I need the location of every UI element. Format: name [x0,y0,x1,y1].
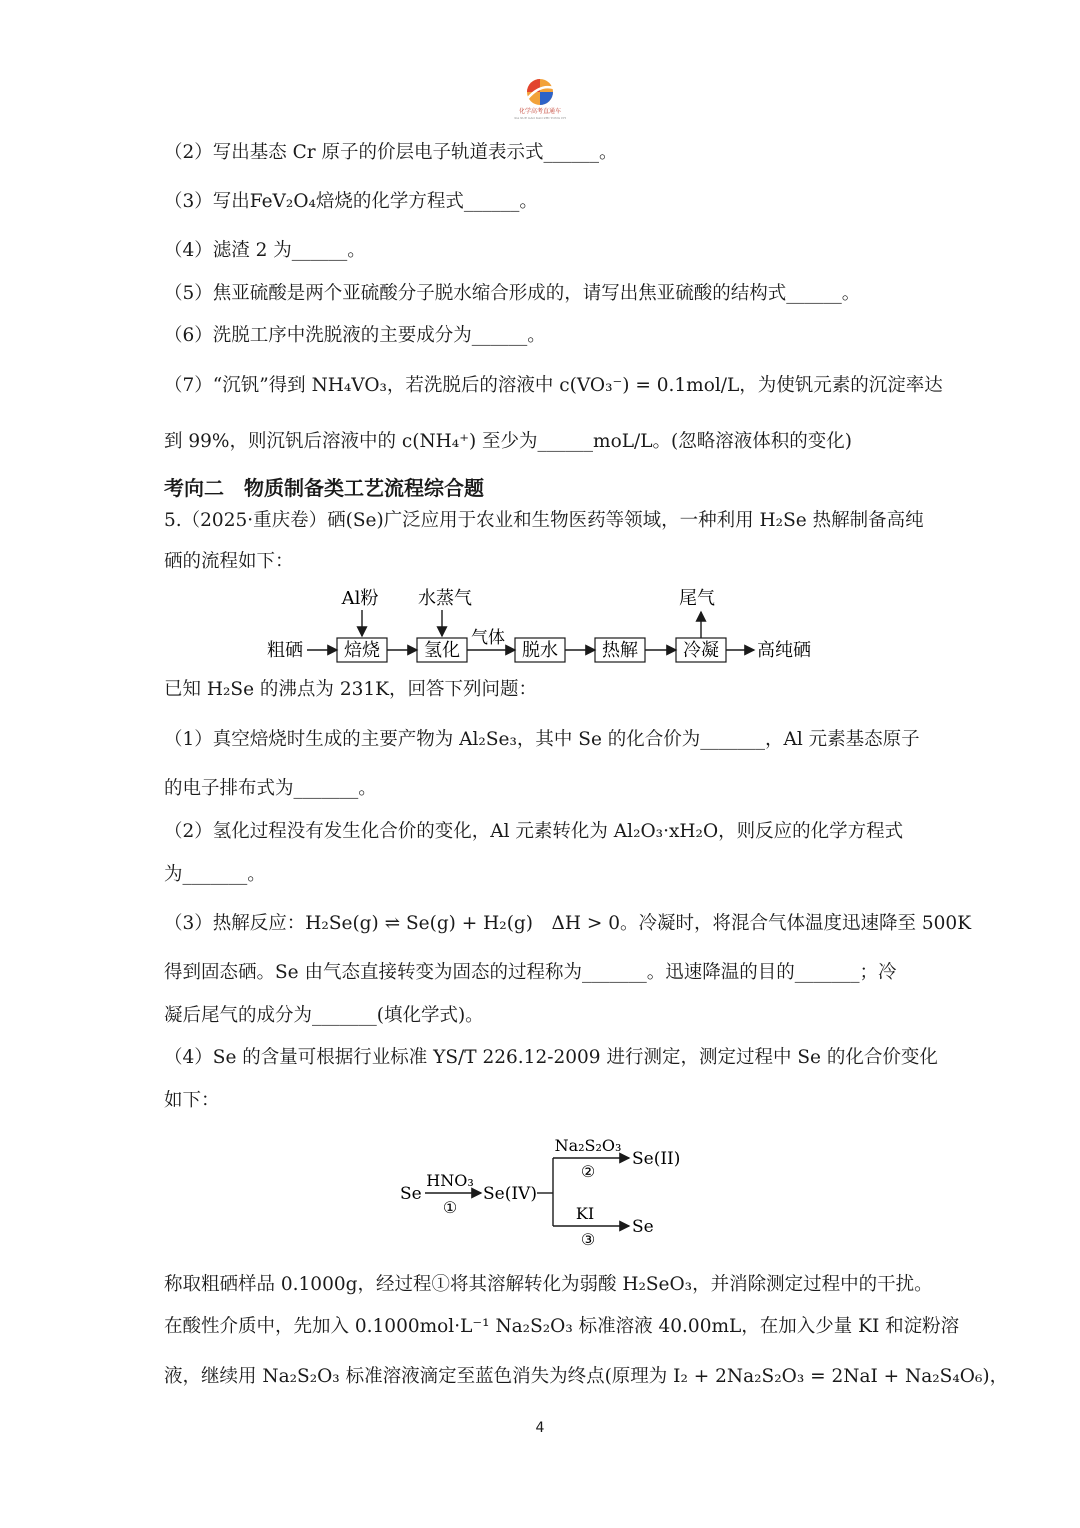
question-7-line-1: （7）“沉钒”得到 NH₄VO₃，若洗脱后的溶液中 c(VO₃⁻) = 0.1mol/L，为使钒元素的沉淀率达 [164,375,943,396]
sub-question-4-line-2: 如下： [164,1090,220,1111]
question-2: （2）写出基态 Cr 原子的价层电子轨道表示式______。 [164,142,618,163]
flow-step-dehydration-label: 脱水 [522,640,558,661]
branch-se-end: Se [632,1217,654,1237]
process-flow-diagram [255,582,825,672]
flow-input-al-powder: Al粉 [341,588,379,609]
sub-question-2-line-1: （2）氢化过程没有发生化合价的变化，Al 元素转化为 Al₂O₃·xH₂O，则反应的化学方程式 [164,821,904,842]
flow-input-steam: 水蒸气 [418,588,472,609]
question-3: （3）写出FeV₂O₄焙烧的化学方程式______。 [164,191,538,212]
branch-se-start: Se [400,1184,422,1204]
branch-step-2: ② [580,1162,596,1181]
section-heading: 考向二 物质制备类工艺流程综合题 [164,476,484,500]
flow-step-pyrolysis-label: 热解 [602,640,638,661]
problem-5-line-1: 5.（2025·重庆卷）硒(Se)广泛应用于农业和生物医药等领域，一种利用 H₂Se 热解制备高纯 [164,510,924,531]
page-number: 4 [535,1420,545,1436]
flow-exhaust: 尾气 [679,588,715,609]
logo-caption: 化学高考直通车 [518,108,562,115]
sub-question-3-line-1: （3）热解反应：H₂Se(g) ⇌ Se(g) + H₂(g) ΔH > 0。冷凝时，将混合气体温度迅速降至 500K [164,913,972,934]
sub-question-2-line-2: 为_______。 [164,864,266,885]
sub-question-1-line-2: 的电子排布式为_______。 [164,778,377,799]
flow-start: 粗硒 [267,640,303,661]
flow-step-condensation-label: 冷凝 [683,640,719,661]
branch-step-3: ③ [580,1230,596,1249]
question-7-line-2: 到 99%，则沉钒后溶液中的 c(NH₄⁺) 至少为______moL/L。(忽略溶液体积的变化) [164,431,852,452]
valence-change-diagram [395,1128,695,1256]
question-6: （6）洗脱工序中洗脱液的主要成分为______。 [164,325,546,346]
flow-end: 高纯硒 [757,640,811,661]
publisher-logo [514,76,566,120]
branch-reagent-hno3: HNO₃ [426,1171,474,1190]
branch-se-iv: Se(IV) [483,1184,537,1204]
question-5: （5）焦亚硫酸是两个亚硫酸分子脱水缩合形成的，请写出焦亚硫酸的结构式______。 [164,283,861,304]
procedure-line-3: 液，继续用 Na₂S₂O₃ 标准溶液滴定至蓝色消失为终点(原理为 I₂ + 2Na₂S₂O₃ = 2NaI + Na₂S₄O₆)， [164,1366,1009,1387]
branch-reagent-na2s2o3: Na₂S₂O₃ [554,1136,622,1155]
problem-5-line-2: 硒的流程如下： [164,551,294,572]
sub-question-4-line-1: （4）Se 的含量可根据行业标准 YS/T 226.12-2009 进行测定，测定过程中 Se 的化合价变化 [164,1047,938,1068]
flow-gas-label: 气体 [471,628,505,648]
procedure-line-2: 在酸性介质中，先加入 0.1000mol·L⁻¹ Na₂S₂O₃ 标准溶液 40.00mL，在加入少量 KI 和淀粉溶 [164,1316,960,1337]
sub-question-1-line-1: （1）真空焙烧时生成的主要产物为 Al₂Se₃，其中 Se 的化合价为_______，Al 元素基态原子 [164,729,920,750]
logo-subcaption: HUA XUE GAO KAO ZHI TONG CHE [514,116,566,120]
sub-question-3-line-2: 得到固态硒。Se 由气态直接转变为固态的过程称为_______。迅速降温的目的_______；冷 [164,962,897,983]
branch-se-ii: Se(II) [632,1149,681,1169]
sub-question-3-line-3: 凝后尾气的成分为_______(填化学式)。 [164,1005,484,1026]
flow-step-roasting-label: 焙烧 [344,640,380,661]
flow-step-hydrogenation-label: 氢化 [424,640,460,661]
procedure-line-1: 称取粗硒样品 0.1000g，经过程①将其溶解转化为弱酸 H₂SeO₃，并消除测定过程中的干扰。 [164,1274,933,1295]
branch-reagent-ki: KI [575,1204,595,1223]
branch-step-1: ① [442,1198,458,1217]
known-condition: 已知 H₂Se 的沸点为 231K，回答下列问题： [164,679,537,700]
question-4: （4）滤渣 2 为______。 [164,240,366,261]
